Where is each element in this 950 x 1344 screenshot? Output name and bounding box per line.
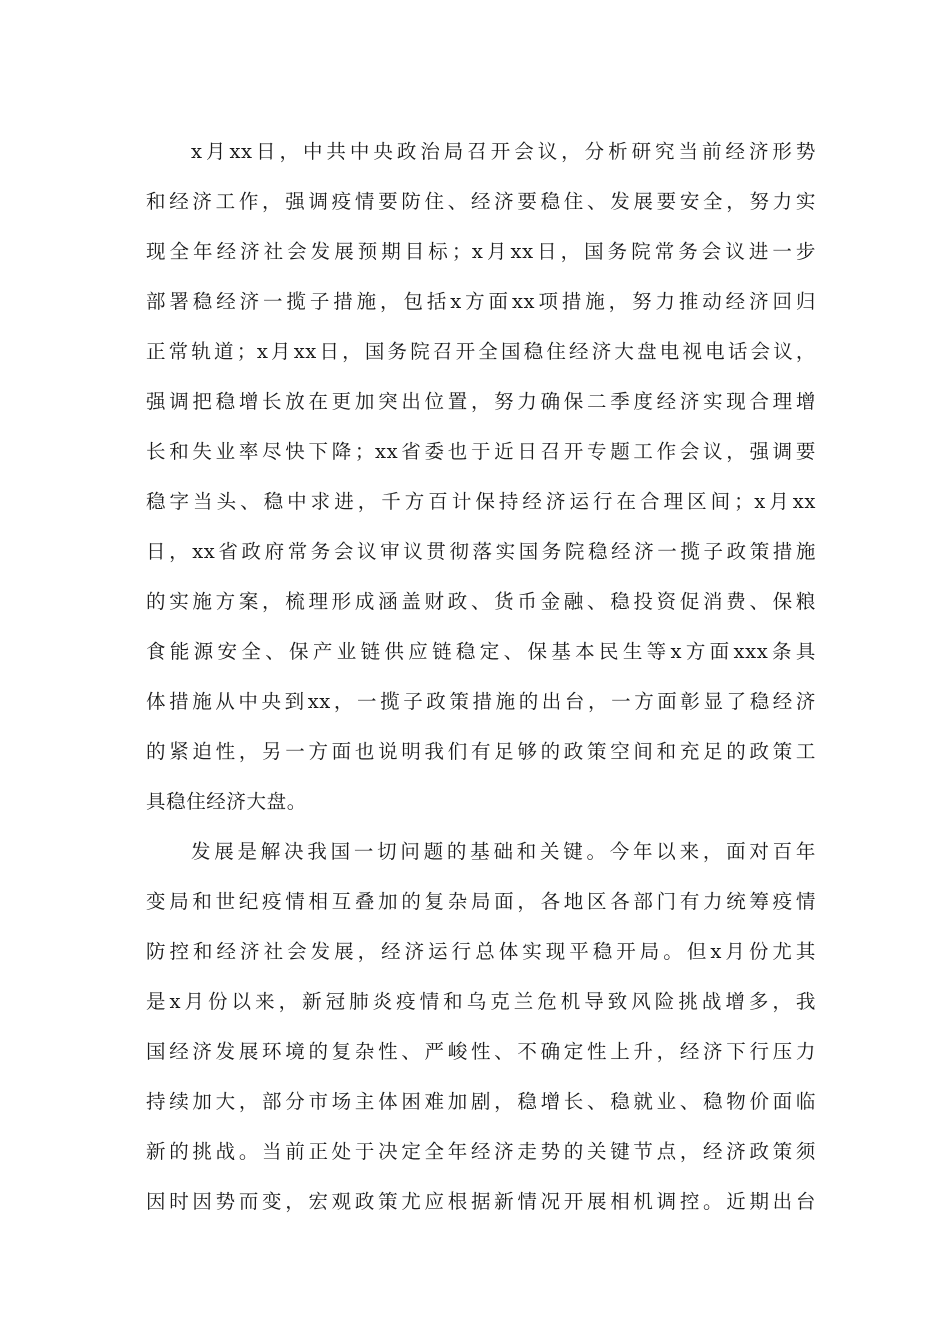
paragraph-line: x月xx日，中共中央政治局召开会议，分析研究当前经济形势 <box>191 140 816 163</box>
paragraph-line: 因时因势而变，宏观政策尤应根据新情况开展相机调控。近期出台 <box>146 1190 816 1213</box>
paragraph-line: 稳字当头、稳中求进，千方百计保持经济运行在合理区间；x月xx <box>146 490 816 513</box>
paragraph-line: 正常轨道；x月xx日，国务院召开全国稳住经济大盘电视电话会议， <box>146 340 816 363</box>
paragraph-line: 部署稳经济一揽子措施，包括x方面xx项措施，努力推动经济回归 <box>146 290 816 313</box>
paragraph-line: 发展是解决我国一切问题的基础和关键。今年以来，面对百年 <box>191 840 816 863</box>
paragraph-line: 的紧迫性，另一方面也说明我们有足够的政策空间和充足的政策工 <box>146 740 816 763</box>
paragraph-line: 和经济工作，强调疫情要防住、经济要稳住、发展要安全，努力实 <box>146 190 816 213</box>
paragraph-line: 体措施从中央到xx，一揽子政策措施的出台，一方面彰显了稳经济 <box>146 690 816 713</box>
paragraph-line: 现全年经济社会发展预期目标；x月xx日，国务院常务会议进一步 <box>146 240 816 263</box>
paragraph-line: 强调把稳增长放在更加突出位置，努力确保二季度经济实现合理增 <box>146 390 816 413</box>
paragraph-line: 食能源安全、保产业链供应链稳定、保基本民生等x方面xxx条具 <box>146 640 816 663</box>
paragraph-line: 日，xx省政府常务会议审议贯彻落实国务院稳经济一揽子政策措施 <box>146 540 816 563</box>
paragraph-line: 国经济发展环境的复杂性、严峻性、不确定性上升，经济下行压力 <box>146 1040 816 1063</box>
paragraph-line-last: 具稳住经济大盘。 <box>146 790 307 813</box>
paragraph-line: 持续加大，部分市场主体困难加剧，稳增长、稳就业、稳物价面临 <box>146 1090 816 1113</box>
paragraph-2 <box>146 827 816 1227</box>
paragraph-line: 新的挑战。当前正处于决定全年经济走势的关键节点，经济政策须 <box>146 1140 816 1163</box>
paragraph-line: 是x月份以来，新冠肺炎疫情和乌克兰危机导致风险挑战增多，我 <box>146 990 816 1013</box>
document-body <box>146 127 816 1227</box>
paragraph-line: 长和失业率尽快下降；xx省委也于近日召开专题工作会议，强调要 <box>146 440 816 463</box>
paragraph-line: 防控和经济社会发展，经济运行总体实现平稳开局。但x月份尤其 <box>146 940 816 963</box>
paragraph-line: 的实施方案，梳理形成涵盖财政、货币金融、稳投资促消费、保粮 <box>146 590 816 613</box>
paragraph-line: 变局和世纪疫情相互叠加的复杂局面，各地区各部门有力统筹疫情 <box>146 890 816 913</box>
paragraph-1 <box>146 127 816 827</box>
